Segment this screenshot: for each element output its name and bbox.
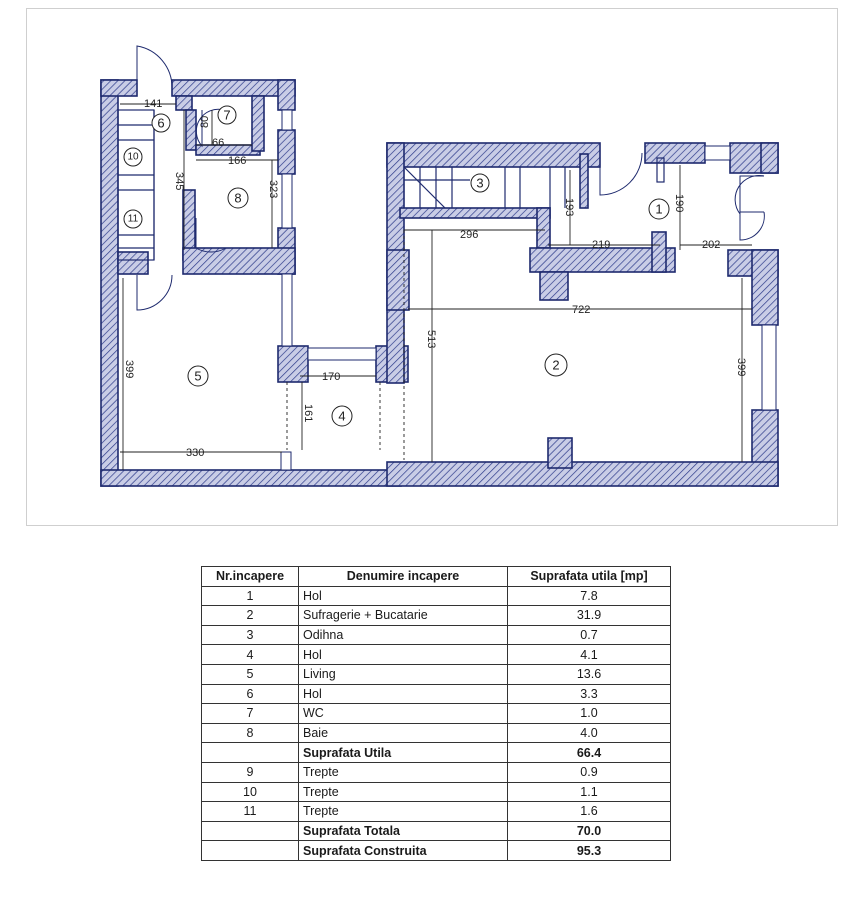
room-marker-8 — [228, 188, 248, 208]
svg-text:11: 11 — [127, 213, 139, 225]
dim-161: 161 — [302, 404, 314, 423]
table-header-row — [202, 567, 671, 587]
svg-text:10: 10 — [127, 151, 139, 163]
dim-323: 323 — [267, 180, 279, 199]
dim-330: 330 — [186, 447, 205, 459]
table-row: 4 Hol 4.1 — [202, 645, 671, 665]
svg-text:6: 6 — [157, 115, 165, 131]
svg-text:7: 7 — [223, 107, 231, 123]
room-marker-3 — [471, 174, 489, 192]
room-marker-4 — [332, 406, 352, 426]
svg-text:4: 4 — [338, 408, 346, 424]
room-marker-10 — [124, 148, 142, 166]
svg-text:2: 2 — [552, 357, 560, 373]
header-nr: Nr.incapere — [202, 567, 299, 587]
dim-80: 80 — [199, 115, 211, 128]
dim-722: 722 — [572, 304, 591, 316]
table-row: 7 WC 1.0 — [202, 704, 671, 724]
dim-399-right: 399 — [735, 358, 747, 377]
room-marker-5 — [188, 366, 208, 386]
table-row: 1 Hol 7.8 — [202, 586, 671, 606]
room-marker-11 — [124, 210, 142, 228]
dim-399-left: 399 — [123, 360, 135, 379]
room-marker-1 — [649, 199, 669, 219]
total-row: Suprafata Totala 70.0 — [202, 821, 671, 841]
dim-193: 193 — [563, 198, 575, 217]
walls — [101, 80, 778, 486]
svg-text:3: 3 — [476, 175, 484, 191]
dim-296: 296 — [460, 229, 479, 241]
dim-170: 170 — [322, 371, 341, 383]
room-marker-7 — [218, 106, 236, 124]
subtotal-row: Suprafata Utila 66.4 — [202, 743, 671, 763]
table-row: 11 Trepte 1.6 — [202, 802, 671, 822]
table-row: 6 Hol 3.3 — [202, 684, 671, 704]
table-row: 8 Baie 4.0 — [202, 723, 671, 743]
dim-166: 166 — [228, 155, 247, 167]
table-row: 10 Trepte 1.1 — [202, 782, 671, 802]
header-name: Denumire incapere — [299, 567, 508, 587]
header-area: Suprafata utila [mp] — [508, 567, 671, 587]
svg-text:8: 8 — [234, 190, 242, 206]
table-row: 9 Trepte 0.9 — [202, 762, 671, 782]
dim-219: 219 — [592, 239, 611, 251]
table-row: 3 Odihna 0.7 — [202, 625, 671, 645]
dim-202: 202 — [702, 239, 721, 251]
room-area-table — [201, 566, 671, 861]
dim-66: 66 — [212, 137, 225, 149]
room-marker-6 — [152, 114, 170, 132]
table-row: 2 Sufragerie + Bucatarie 31.9 — [202, 606, 671, 626]
table-row: 5 Living 13.6 — [202, 664, 671, 684]
dim-345: 345 — [173, 172, 185, 191]
dim-513: 513 — [425, 330, 437, 349]
dim-141: 141 — [144, 98, 163, 110]
svg-text:5: 5 — [194, 368, 202, 384]
built-area-row: Suprafata Construita 95.3 — [202, 841, 671, 861]
svg-text:1: 1 — [655, 201, 663, 217]
room-marker-2 — [545, 354, 567, 376]
dim-190: 190 — [673, 194, 685, 213]
